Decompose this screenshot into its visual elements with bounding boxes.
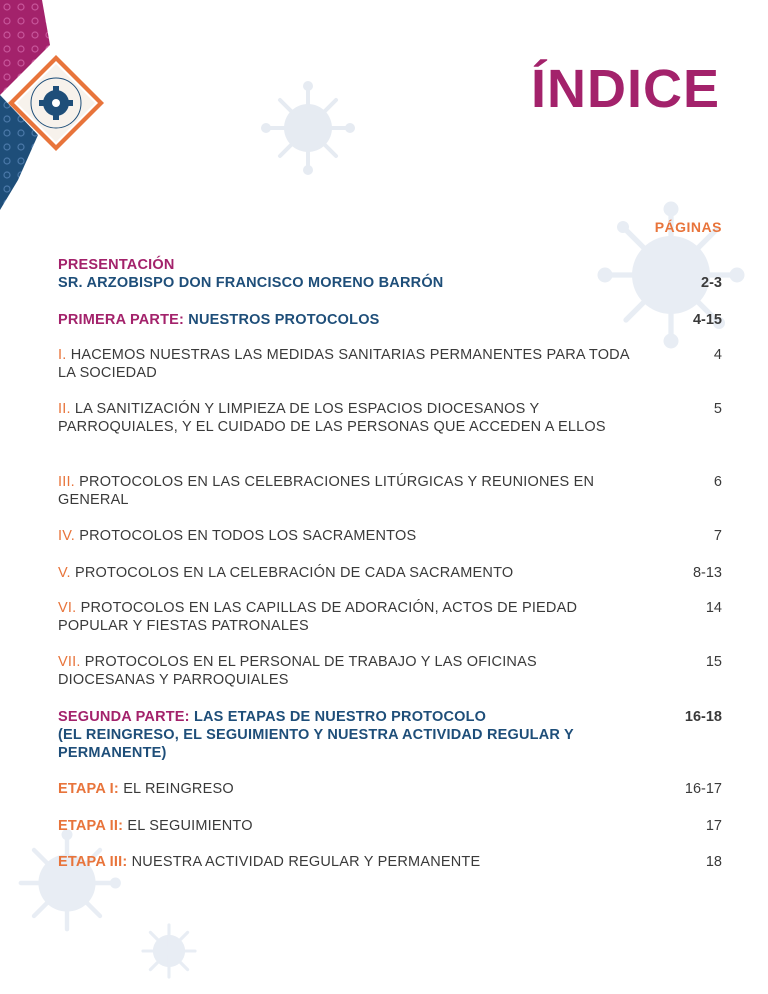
toc-entry-i[interactable] xyxy=(58,346,722,382)
toc-title: LA SANITIZACIÓN Y LIMPIEZA DE LOS ESPACIOS DIOCESANOS Y PARROQUIALES, Y EL CUIDADO DE LAS PERSONAS QUE ACCEDEN A ELLOS xyxy=(58,401,606,435)
toc-page: 4 xyxy=(713,347,722,363)
toc-title: NUESTRA ACTIVIDAD REGULAR Y PERMANENTE xyxy=(131,854,481,870)
toc-page: 8-13 xyxy=(692,565,722,581)
toc-title: PROTOCOLOS EN LA CELEBRACIÓN DE CADA SACRAMENTO xyxy=(75,565,514,581)
toc-title: PROTOCOLOS EN TODOS LOS SACRAMENTOS xyxy=(79,528,417,544)
toc-entry-primera-parte[interactable] xyxy=(58,311,722,329)
archdiocese-logo xyxy=(0,0,130,220)
toc-page: 6 xyxy=(713,474,722,490)
toc-entry-v[interactable] xyxy=(58,564,722,582)
toc-entry-vii[interactable] xyxy=(58,653,722,689)
toc-page: 2-3 xyxy=(701,275,722,291)
toc-title: SR. ARZOBISPO DON FRANCISCO MORENO BARRÓN xyxy=(58,275,444,291)
toc-label: SEGUNDA PARTE: xyxy=(58,709,190,725)
page-title: ÍNDICE xyxy=(530,59,720,119)
toc-label: ETAPA II: xyxy=(58,818,124,834)
toc-label: ETAPA III: xyxy=(58,854,128,870)
toc-page: 18 xyxy=(705,854,722,870)
toc-subtitle: (EL REINGRESO, EL SEGUIMIENTO Y NUESTRA ACTIVIDAD REGULAR Y PERMANENTE) xyxy=(58,727,574,761)
toc-entry-etapa-i[interactable] xyxy=(58,780,722,798)
toc-label: VI. xyxy=(58,600,77,616)
toc-page: 7 xyxy=(713,528,722,544)
toc-entry-etapa-iii[interactable] xyxy=(58,853,722,871)
toc-entry-etapa-ii[interactable] xyxy=(58,817,722,835)
pages-column-header: PÁGINAS xyxy=(654,219,722,235)
toc-entry-iv[interactable] xyxy=(58,527,722,545)
toc-page: 4-15 xyxy=(692,312,722,328)
toc-label: ETAPA I: xyxy=(58,781,119,797)
toc-label: III. xyxy=(58,474,75,490)
toc-entry-vi[interactable] xyxy=(58,599,722,635)
toc-page: 16-18 xyxy=(684,709,722,725)
toc-title: LAS ETAPAS DE NUESTRO PROTOCOLO xyxy=(193,709,487,725)
toc-label: IV. xyxy=(58,528,75,544)
toc-title: NUESTROS PROTOCOLOS xyxy=(188,312,380,328)
virus-decoration-top xyxy=(258,78,358,178)
toc-title: EL REINGRESO xyxy=(123,781,234,797)
toc-entry-presentacion[interactable] xyxy=(58,256,722,292)
virus-decoration-bottom xyxy=(138,920,200,982)
toc-label: V. xyxy=(58,565,71,581)
toc-title: HACEMOS NUESTRAS LAS MEDIDAS SANITARIAS PERMANENTES PARA TODA LA SOCIEDAD xyxy=(58,347,629,381)
toc-title: PROTOCOLOS EN EL PERSONAL DE TRABAJO Y LAS OFICINAS DIOCESANAS Y PARROQUIALES xyxy=(58,654,537,688)
toc-title: PROTOCOLOS EN LAS CELEBRACIONES LITÚRGICAS Y REUNIONES EN GENERAL xyxy=(58,474,595,508)
toc-page: 16-17 xyxy=(684,781,722,797)
toc-entry-iii[interactable] xyxy=(58,473,722,509)
toc-page: 17 xyxy=(705,818,722,834)
toc-entry-ii[interactable] xyxy=(58,400,722,436)
toc-entry-segunda-parte[interactable] xyxy=(58,708,722,762)
virus-decoration-left xyxy=(12,828,122,938)
toc-title: PROTOCOLOS EN LAS CAPILLAS DE ADORACIÓN, ACTOS DE PIEDAD POPULAR Y FIESTAS PATRONALES xyxy=(58,600,578,634)
toc-label: VII. xyxy=(58,654,81,670)
toc-label: PRIMERA PARTE: xyxy=(58,312,185,328)
toc-title: EL SEGUIMIENTO xyxy=(127,818,253,834)
toc-page: 14 xyxy=(705,600,722,616)
toc-page: 5 xyxy=(713,401,722,417)
toc-page: 15 xyxy=(705,654,722,670)
toc-label: I. xyxy=(58,347,67,363)
toc-label: II. xyxy=(58,401,71,417)
toc-label: PRESENTACIÓN xyxy=(58,257,175,273)
